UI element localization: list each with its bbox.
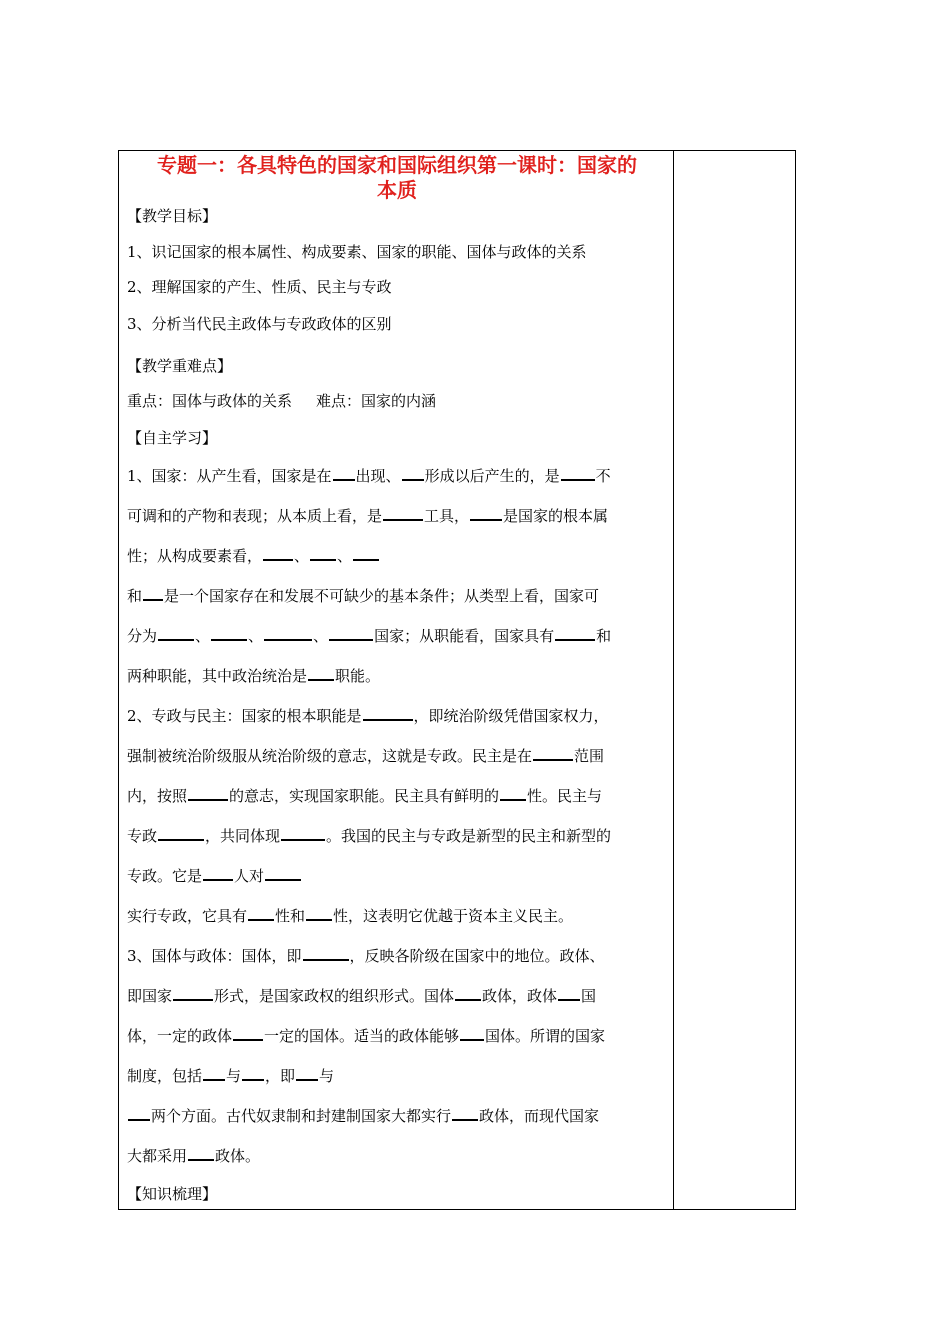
fill-blank (203, 1065, 225, 1081)
text-line (127, 776, 667, 816)
fill-blank (460, 1025, 484, 1041)
text-segment: 和 (596, 627, 612, 645)
text-line (127, 936, 667, 976)
fill-blank (203, 865, 233, 881)
fill-blank (402, 465, 424, 481)
fill-blank (329, 625, 373, 641)
text-segment: 是一个国家存在和发展不可缺少的基本条件；从类型上看，国家可 (164, 587, 600, 605)
text-segment: 体，一定的政体 (127, 1027, 233, 1045)
text-segment: 和 (127, 587, 143, 605)
text-segment: 是国家的根本属 (503, 507, 609, 525)
fill-blank (128, 1105, 150, 1121)
text-segment: 1、国家：从产生看，国家是在 (127, 467, 332, 485)
section-heading-knowledge: 【知识梳理】 (127, 1185, 218, 1203)
text-segment: 大都采用 (127, 1147, 188, 1165)
text-segment: ，即统治阶级凭借国家权力， (413, 707, 609, 725)
text-line (127, 696, 667, 736)
text-segment: 。我国的民主与专政是新型的民主和新型的 (326, 827, 612, 845)
text-segment: 、 (337, 547, 353, 565)
text-line (127, 896, 667, 936)
text-segment: 制度，包括 (127, 1067, 203, 1085)
text-segment: 形成以后产生的，是 (424, 467, 560, 485)
text-segment: 即国家 (127, 987, 173, 1005)
text-segment: 与 (319, 1067, 335, 1085)
title-line-1: 专题一：各具特色的国家和国际组织第一课时：国家的 (157, 153, 637, 177)
text-line (127, 736, 667, 776)
fill-blank (310, 545, 336, 561)
text-segment: 专政。它是 (127, 867, 203, 885)
fill-blank (353, 545, 379, 561)
fill-blank (173, 985, 213, 1001)
section-heading-self-study: 【自主学习】 (127, 429, 218, 447)
text-segment: 性，这表明它优越于资本主义民主。 (333, 907, 574, 925)
text-segment: 、 (195, 627, 211, 645)
text-segment: 形式，是国家政权的组织形式。国体 (214, 987, 455, 1005)
fill-blank (188, 1145, 214, 1161)
text-segment: 性和 (275, 907, 306, 925)
fill-blank (158, 825, 204, 841)
text-segment: 国家；从职能看，国家具有 (374, 627, 555, 645)
text-line (127, 656, 667, 696)
text-segment: 人对 (234, 867, 265, 885)
key-point: 重点：国体与政体的关系 (127, 392, 293, 410)
fill-blank (296, 1065, 318, 1081)
fill-blank (306, 905, 332, 921)
text-segment: ，即 (265, 1067, 296, 1085)
text-segment: 、 (313, 627, 329, 645)
fill-blank (533, 745, 573, 761)
text-segment: 与 (226, 1067, 242, 1085)
text-segment: 3、国体与政体：国体，即 (127, 947, 302, 965)
text-segment: 可调和的产物和表现；从本质上看，是 (127, 507, 383, 525)
column-divider (673, 151, 674, 1209)
text-line (127, 1016, 667, 1056)
fill-blank (248, 905, 274, 921)
section-heading-objectives: 【教学目标】 (127, 207, 218, 225)
text-segment: 国 (581, 987, 597, 1005)
title-line-2: 本质 (377, 178, 417, 202)
fill-blank (263, 545, 293, 561)
text-segment: 国体。所谓的国家 (485, 1027, 606, 1045)
text-segment: 政体，政体 (482, 987, 558, 1005)
text-segment: 一定的国体。适当的政体能够 (264, 1027, 460, 1045)
text-line (127, 976, 667, 1016)
text-segment: 分为 (127, 627, 158, 645)
text-line (127, 856, 667, 896)
objective-item: 2、理解国家的产生、性质、民主与专政 (127, 278, 392, 296)
text-segment: 实行专政，它具有 (127, 907, 248, 925)
fill-blank (455, 985, 481, 1001)
fill-blank (303, 945, 349, 961)
text-segment: 性。民主与 (527, 787, 603, 805)
fill-blank (452, 1105, 478, 1121)
fill-blank (242, 1065, 264, 1081)
text-segment: 出现、 (355, 467, 401, 485)
text-segment: 专政 (127, 827, 158, 845)
page-title (127, 153, 667, 203)
fill-blank (158, 625, 194, 641)
text-segment: 的意志，实现国家职能。民主具有鲜明的 (229, 787, 500, 805)
fill-blank (265, 865, 301, 881)
fill-blank (558, 985, 580, 1001)
text-line (127, 1136, 667, 1176)
difficult-point: 难点：国家的内涵 (316, 392, 437, 410)
section-heading-key-points: 【教学重难点】 (127, 357, 233, 375)
fill-blank (211, 625, 247, 641)
objective-item: 1、识记国家的根本属性、构成要素、国家的职能、国体与政体的关系 (127, 243, 587, 261)
text-segment: 政体，而现代国家 (479, 1107, 600, 1125)
text-line (127, 616, 667, 656)
key-points-line (127, 382, 667, 420)
text-segment: 两个方面。古代奴隶制和封建制国家大都实行 (151, 1107, 452, 1125)
text-line (127, 816, 667, 856)
fill-blank (333, 465, 355, 481)
text-segment: 内，按照 (127, 787, 188, 805)
fill-blank (383, 505, 423, 521)
fill-blank (308, 665, 334, 681)
self-study-paragraph-3 (127, 936, 667, 1176)
fill-blank (363, 705, 413, 721)
fill-blank (281, 825, 325, 841)
self-study-paragraph-1 (127, 456, 667, 696)
fill-blank (188, 785, 228, 801)
fill-blank (264, 625, 312, 641)
text-segment: 不 (595, 467, 611, 485)
text-line (127, 456, 667, 496)
text-line (127, 576, 667, 616)
objective-item: 3、分析当代民主政体与专政政体的区别 (127, 315, 392, 333)
text-segment: 两种职能，其中政治统治是 (127, 667, 308, 685)
text-segment: 范围 (574, 747, 605, 765)
text-line (127, 536, 667, 576)
text-line (127, 1096, 667, 1136)
fill-blank (500, 785, 526, 801)
text-segment: 、 (294, 547, 310, 565)
text-segment: 工具， (424, 507, 470, 525)
text-segment: ，反映各阶级在国家中的地位。政体、 (349, 947, 605, 965)
fill-blank (233, 1025, 263, 1041)
text-segment: ，共同体现 (205, 827, 281, 845)
fill-blank (470, 505, 502, 521)
text-segment: 2、专政与民主：国家的根本职能是 (127, 707, 362, 725)
text-segment: 职能。 (335, 667, 381, 685)
text-line (127, 496, 667, 536)
fill-blank (561, 465, 595, 481)
main-column (127, 151, 667, 1212)
document-table (118, 150, 796, 1210)
fill-blank (143, 585, 163, 601)
self-study-paragraph-2 (127, 696, 667, 936)
text-segment: 强制被统治阶级服从统治阶级的意志，这就是专政。民主是在 (127, 747, 533, 765)
text-segment: 性；从构成要素看， (127, 547, 263, 565)
text-segment: 、 (248, 627, 264, 645)
text-segment: 政体。 (215, 1147, 261, 1165)
text-line (127, 1056, 667, 1096)
fill-blank (555, 625, 595, 641)
